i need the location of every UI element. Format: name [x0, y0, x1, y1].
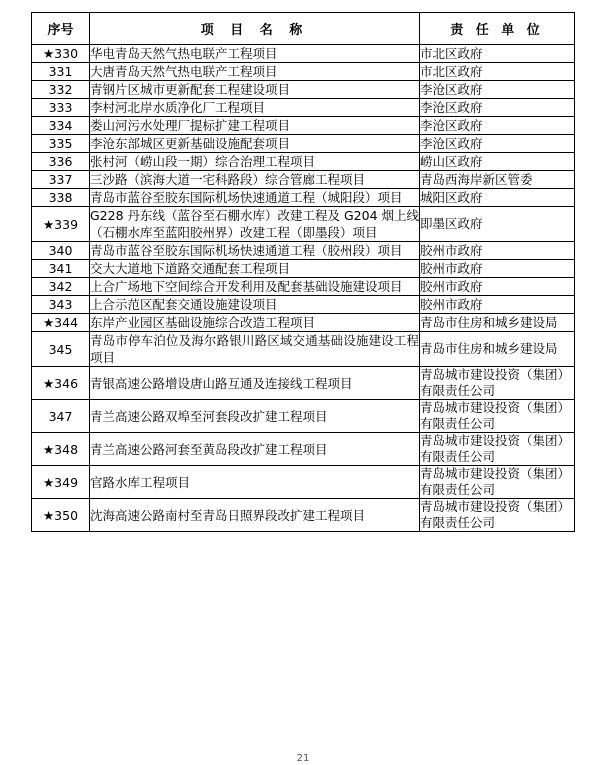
cell-responsible-unit: 李沧区政府 — [420, 99, 575, 117]
table-row — [32, 400, 575, 433]
cell-project-name: 三沙路（滨海大道一宅科路段）综合管廊工程项目 — [90, 171, 420, 189]
cell-project-name: 上合示范区配套交通设施建设项目 — [90, 296, 420, 314]
cell-responsible-unit: 青岛城市建设投资（集团）有限责任公司 — [420, 466, 575, 499]
table-row — [32, 242, 575, 260]
column-header-project-name: 项 目 名 称 — [90, 13, 420, 45]
cell-responsible-unit: 市北区政府 — [420, 45, 575, 63]
cell-project-name: 华电青岛天然气热电联产工程项目 — [90, 45, 420, 63]
cell-project-name: 李沧东部城区更新基础设施配套项目 — [90, 135, 420, 153]
project-list-table — [31, 12, 575, 532]
cell-responsible-unit: 李沧区政府 — [420, 117, 575, 135]
cell-number: 336 — [32, 153, 90, 171]
column-header-responsible-unit: 责 任 单 位 — [420, 13, 575, 45]
cell-number: ★350 — [32, 499, 90, 532]
cell-project-name: 上合广场地下空间综合开发利用及配套基础设施建设项目 — [90, 278, 420, 296]
cell-project-name: 青岛市蓝谷至胶东国际机场快速通道工程（城阳段）项目 — [90, 189, 420, 207]
cell-project-name: 官路水库工程项目 — [90, 466, 420, 499]
table-body — [32, 45, 575, 532]
cell-responsible-unit: 胶州市政府 — [420, 242, 575, 260]
cell-project-name: 张村河（崂山段一期）综合治理工程项目 — [90, 153, 420, 171]
cell-project-name: 娄山河污水处理厂提标扩建工程项目 — [90, 117, 420, 135]
cell-project-name: 交大大道地下道路交通配套工程项目 — [90, 260, 420, 278]
cell-number: 335 — [32, 135, 90, 153]
cell-project-name: 青钢片区城市更新配套工程建设项目 — [90, 81, 420, 99]
cell-project-name: 大唐青岛天然气热电联产工程项目 — [90, 63, 420, 81]
table-row — [32, 81, 575, 99]
cell-responsible-unit: 胶州市政府 — [420, 296, 575, 314]
table-row — [32, 45, 575, 63]
cell-number: 343 — [32, 296, 90, 314]
cell-number: ★344 — [32, 314, 90, 332]
table-row — [32, 99, 575, 117]
cell-number: 334 — [32, 117, 90, 135]
table-row — [32, 278, 575, 296]
cell-project-name: 青兰高速公路双埠至河套段改扩建工程项目 — [90, 400, 420, 433]
cell-responsible-unit: 市北区政府 — [420, 63, 575, 81]
cell-number: ★348 — [32, 433, 90, 466]
cell-number: 347 — [32, 400, 90, 433]
cell-project-name: 东岸产业园区基础设施综合改造工程项目 — [90, 314, 420, 332]
table-header-row — [32, 13, 575, 45]
cell-number: ★330 — [32, 45, 90, 63]
page-number: 21 — [296, 753, 310, 764]
cell-project-name: 青银高速公路增设唐山路互通及连接线工程项目 — [90, 367, 420, 400]
table-row — [32, 171, 575, 189]
table-row — [32, 189, 575, 207]
cell-responsible-unit: 青岛市住房和城乡建设局 — [420, 332, 575, 367]
table-row — [32, 332, 575, 367]
table-row — [32, 153, 575, 171]
cell-project-name: 李村河北岸水质净化厂工程项目 — [90, 99, 420, 117]
column-header-number: 序号 — [32, 13, 90, 45]
cell-responsible-unit: 青岛城市建设投资（集团）有限责任公司 — [420, 499, 575, 532]
cell-project-name: G228 丹东线（蓝谷至石棚水库）改建工程及 G204 烟上线（石棚水库至蓝阳胶州界）改建工程（即墨段）项目 — [90, 208, 420, 240]
table-row — [32, 117, 575, 135]
table-row — [32, 466, 575, 499]
cell-responsible-unit: 青岛城市建设投资（集团）有限责任公司 — [420, 367, 575, 400]
cell-number: ★339 — [32, 207, 90, 242]
cell-number: 341 — [32, 260, 90, 278]
cell-number: 333 — [32, 99, 90, 117]
cell-number: 331 — [32, 63, 90, 81]
table-row — [32, 367, 575, 400]
cell-number: ★349 — [32, 466, 90, 499]
cell-project-name: 青兰高速公路河套至黄岛段改扩建工程项目 — [90, 433, 420, 466]
cell-number: 345 — [32, 332, 90, 367]
cell-number: 337 — [32, 171, 90, 189]
cell-responsible-unit: 即墨区政府 — [420, 207, 575, 242]
table-row — [32, 63, 575, 81]
table-row — [32, 296, 575, 314]
cell-responsible-unit: 青岛城市建设投资（集团）有限责任公司 — [420, 433, 575, 466]
cell-responsible-unit: 胶州市政府 — [420, 260, 575, 278]
cell-responsible-unit: 城阳区政府 — [420, 189, 575, 207]
cell-responsible-unit: 李沧区政府 — [420, 81, 575, 99]
table-row — [32, 499, 575, 532]
table-row — [32, 433, 575, 466]
cell-responsible-unit: 青岛西海岸新区管委 — [420, 171, 575, 189]
cell-responsible-unit: 青岛城市建设投资（集团）有限责任公司 — [420, 400, 575, 433]
table-row — [32, 260, 575, 278]
cell-number: 340 — [32, 242, 90, 260]
cell-responsible-unit: 崂山区政府 — [420, 153, 575, 171]
table-header — [32, 13, 575, 45]
cell-responsible-unit: 胶州市政府 — [420, 278, 575, 296]
cell-number: 338 — [32, 189, 90, 207]
cell-responsible-unit: 青岛市住房和城乡建设局 — [420, 314, 575, 332]
cell-number: ★346 — [32, 367, 90, 400]
cell-project-name: 沈海高速公路南村至青岛日照界段改扩建工程项目 — [90, 499, 420, 532]
cell-project-name: 青岛市蓝谷至胶东国际机场快速通道工程（胶州段）项目 — [90, 242, 420, 260]
table-row — [32, 314, 575, 332]
cell-project-name: 青岛市停车泊位及海尔路银川路区域交通基础设施建设工程项目 — [90, 333, 419, 365]
table-row — [32, 207, 575, 242]
cell-responsible-unit: 李沧区政府 — [420, 135, 575, 153]
cell-number: 332 — [32, 81, 90, 99]
cell-number: 342 — [32, 278, 90, 296]
table-row — [32, 135, 575, 153]
